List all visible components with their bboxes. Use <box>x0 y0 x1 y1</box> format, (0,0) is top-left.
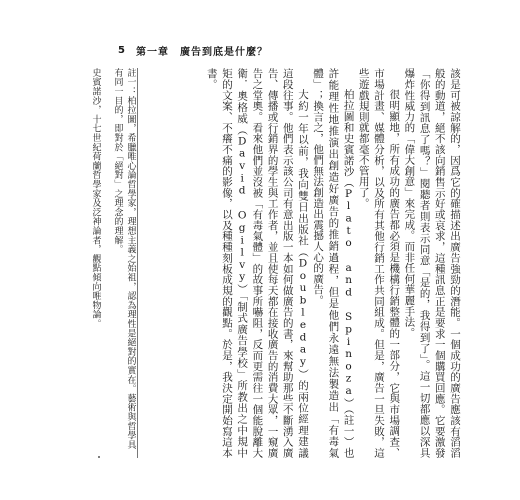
footnote <box>111 68 137 458</box>
chapter-title: 第一章 廣告到底是什麼？ <box>135 47 268 58</box>
footnote-text: 柏拉圖，希臘唯心論哲學家，理想主義之始祖，認為理性是絕對的實在。藝術與哲學具有同一目的，即對於「絕對」之理念的理解。 <box>112 68 136 450</box>
body-text <box>90 68 462 458</box>
paragraph: 很明顯地，所有成功的廣告都必須是機構行銷整體的一部分，它與市場調查、市場計畫、媒體分析，以及所有其他行銷工作共同組成。但是，廣告一旦失敗，這些遊戲規則就都毫不管用了。 <box>357 68 401 458</box>
footnote-marker: 註一： <box>125 68 136 96</box>
footnote-divider <box>137 68 198 458</box>
page-number: 5 <box>118 45 126 56</box>
paragraph: 該是可被諒解的，因爲它的確描述出廣告強勁的潛能。一個成功的廣告應該有滔滔般的動道，絕不該向銷售示好或哀求，這種訊息正是要求一個購買回應。它要激發「你得到訊息了嗎？」閱聽者則表示同意「是的，我得到了」。這一切都應以深具爆炸性威力的「偉大創意」來完成。而非任何華麗手法。 <box>403 68 461 458</box>
page-header <box>118 43 268 58</box>
paragraph: 柏拉圖和史賓諾沙（Plato and Spinoza）（註一）也許能理性地推演出創造好廣告的推銷過程，但是他們永遠無法製造出「有毒氣體」；換言之，他們無法創造出震撼人心的廣告。 <box>312 68 355 458</box>
footnote: 史賓諾沙，十七世紀荷蘭哲學家及泛神論者，觀點傾向唯物論。 <box>90 68 101 329</box>
paragraph: 大約一年以前，我向雙日出版社（Doubleday）的兩位經理建議這段往事。他們表示該公司有意出版一本如何做廣告的書，來幫助那些不斷湧入廣告、傳播或行銷界的學生與工作者，並且使每天都在接收廣告的消費大眾，一窺廣告之堂奧。看來他們並沒被「有毒氣體」的故事所嚇阻，反而更需往一個能脫離大衛．奧格威（David Ogilvy）「制式廣告學校」所教出之中規中矩的文案、不癢不痛的影像，以及種種刻板成規的觀點。於是，我決定開始寫這本書。 <box>205 68 309 458</box>
print-mark <box>98 456 100 458</box>
